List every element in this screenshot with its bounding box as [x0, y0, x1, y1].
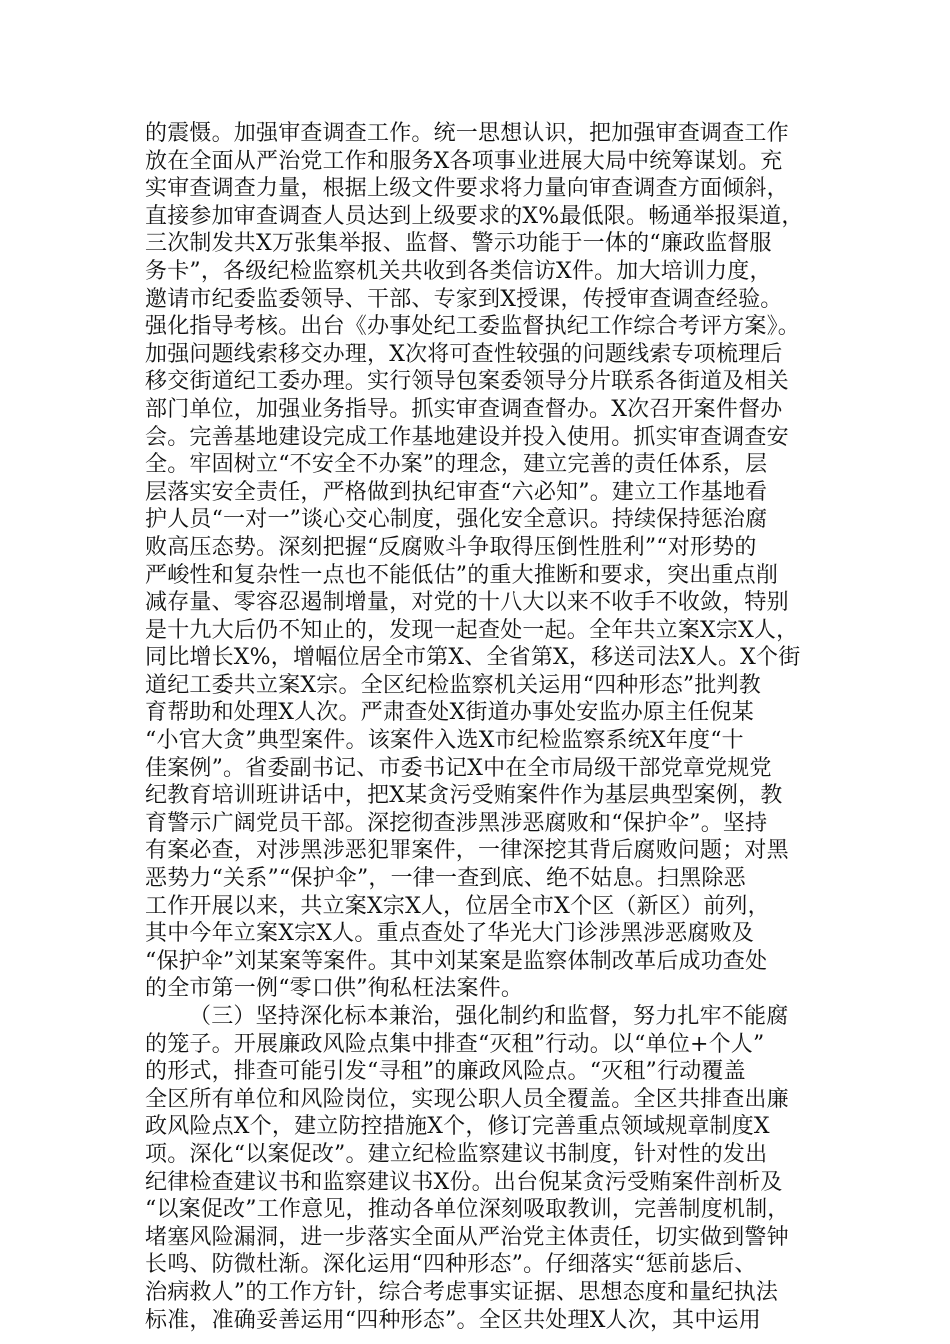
- text-line: 的全市第一例“零口供”徇私枉法案件。: [145, 976, 524, 1002]
- text-line: 邀请市纪委监委领导、干部、专家到X授课，传授审查调查经验。: [145, 286, 783, 312]
- text-line: 道纪工委共立案X宗。全区纪检监察机关运用“四种形态”批判教: [145, 672, 761, 698]
- text-line: 佳案例”。省委副书记、市委书记X中在全市局级干部党章党规党: [145, 755, 772, 781]
- text-line: “以案促改”工作意见，推动各单位深刻吸取教训，完善制度机制，: [145, 1197, 790, 1223]
- text-line: 败高压态势。深刻把握“反腐败斗争取得压倒性胜利”“对形势的: [145, 534, 757, 560]
- text-line: 加强问题线索移交办理，X次将可查性较强的问题线索专项梳理后: [145, 341, 783, 367]
- text-line: 项。深化“以案促改”。建立纪检监察建议书制度，针对性的发出: [145, 1141, 768, 1167]
- text-line: 减存量、零容忍遏制增量，对党的十八大以来不收手不收敛，特别: [145, 590, 789, 616]
- text-line: 治病救人”的工作方针，综合考虑事实证据、思想态度和量纪执法: [145, 1279, 779, 1305]
- text-line: 严峻性和复杂性一点也不能低估”的重大推断和要求，突出重点削: [145, 562, 779, 588]
- text-line: 护人员“一对一”谈心交心制度，强化安全意识。持续保持惩治腐: [145, 507, 768, 533]
- text-line: “保护伞”刘某案等案件。其中刘某案是监察体制改革后成功查处: [145, 948, 768, 974]
- text-line: 工作开展以来，共立案X宗X人，位居全市X个区（新区）前列，: [145, 893, 770, 919]
- document-page: [145, 120, 810, 1334]
- text-line: 务卡”，各级纪检监察机关共收到各类信访X件。加大培训力度，: [145, 258, 772, 284]
- text-line: 堵塞风险漏洞，进一步落实全面从严治党主体责任，切实做到警钟: [145, 1224, 789, 1250]
- text-line: 恶势力“关系”“保护伞”，一律一查到底、绝不姑息。扫黑除恶: [145, 866, 746, 892]
- text-line: 部门单位，加强业务指导。抓实审查调查督办。X次召开案件督办: [145, 396, 783, 422]
- text-line: 移交街道纪工委办理。实行领导包案委领导分片联系各街道及相关: [145, 369, 789, 395]
- text-line: 其中今年立案X宗X人。重点查处了华光大门诊涉黑涉恶腐败及: [145, 921, 754, 947]
- text-line: 实审查调查力量，根据上级文件要求将力量向审查调查方面倾斜，: [145, 176, 789, 202]
- text-line: 是十九大后仍不知止的，发现一起查处一起。全年共立案X宗X人，: [145, 617, 799, 643]
- text-line: 全。牢固树立“不安全不办案”的理念，建立完善的责任体系，层: [145, 452, 768, 478]
- text-line: 同比增长X%，增幅位居全市第X、全省第X，移送司法X人。X个街: [145, 645, 801, 671]
- text-line: 标准，准确妥善运用“四种形态”。全区共处理X人次，其中运用: [145, 1307, 761, 1333]
- text-line: 强化指导考核。出台《办事处纪工委监督执纪工作综合考评方案》。: [145, 314, 801, 340]
- text-line: 放在全面从严治党工作和服务X各项事业进展大局中统筹谋划。充: [145, 148, 783, 174]
- text-line: 的震慑。加强审查调查工作。统一思想认识，把加强审查调查工作: [145, 121, 789, 146]
- text-line: 会。完善基地建设完成工作基地建设并投入使用。抓实审查调查安: [145, 424, 789, 450]
- text-line: 纪教育培训班讲话中，把X某贪污受贿案件作为基层典型案例，教: [145, 783, 783, 809]
- text-line: 纪律检查建议书和监察建议书X份。出台倪某贪污受贿案件剖析及: [145, 1169, 783, 1195]
- text-line: 三次制发共X万张集举报、监督、警示功能于一体的“廉政监督服: [145, 231, 772, 257]
- text-line: 育警示广阔党员干部。深挖彻查涉黑涉恶腐败和“保护伞”。坚持: [145, 810, 768, 836]
- text-line: 直接参加审查调查人员达到上级要求的X%最低限。畅通举报渠道，: [145, 203, 804, 229]
- text-line: 政风险点X个，建立防控措施X个，修订完善重点领域规章制度X: [145, 1114, 770, 1140]
- text-line: 长鸣、防微杜渐。深化运用“四种形态”。仔细落实“惩前毖后、: [145, 1252, 757, 1278]
- text-line: 育帮助和处理X人次。严肃查处X街道办事处安监办原主任倪某: [145, 700, 754, 726]
- text-line: “小官大贪”典型案件。该案件入选X市纪检监察系统X年度“十: [145, 728, 744, 754]
- text-line: 层落实安全责任，严格做到执纪审查“六必知”。建立工作基地看: [145, 479, 768, 505]
- paragraph-heading-line: （三）坚持深化标本兼治，强化制约和监督，努力扎牢不能腐: [189, 1004, 789, 1029]
- text-line: 有案必查，对涉黑涉恶犯罪案件，一律深挖其背后腐败问题；对黑: [145, 838, 789, 864]
- text-line: 全区所有单位和风险岗位，实现公职人员全覆盖。全区共排查出廉: [145, 1086, 789, 1112]
- text-line: 的笼子。开展廉政风险点集中排查“灭租”行动。以“单位+个人”: [145, 1031, 765, 1057]
- text-line: 的形式，排查可能引发“寻租”的廉政风险点。“灭租”行动覆盖: [145, 1059, 746, 1085]
